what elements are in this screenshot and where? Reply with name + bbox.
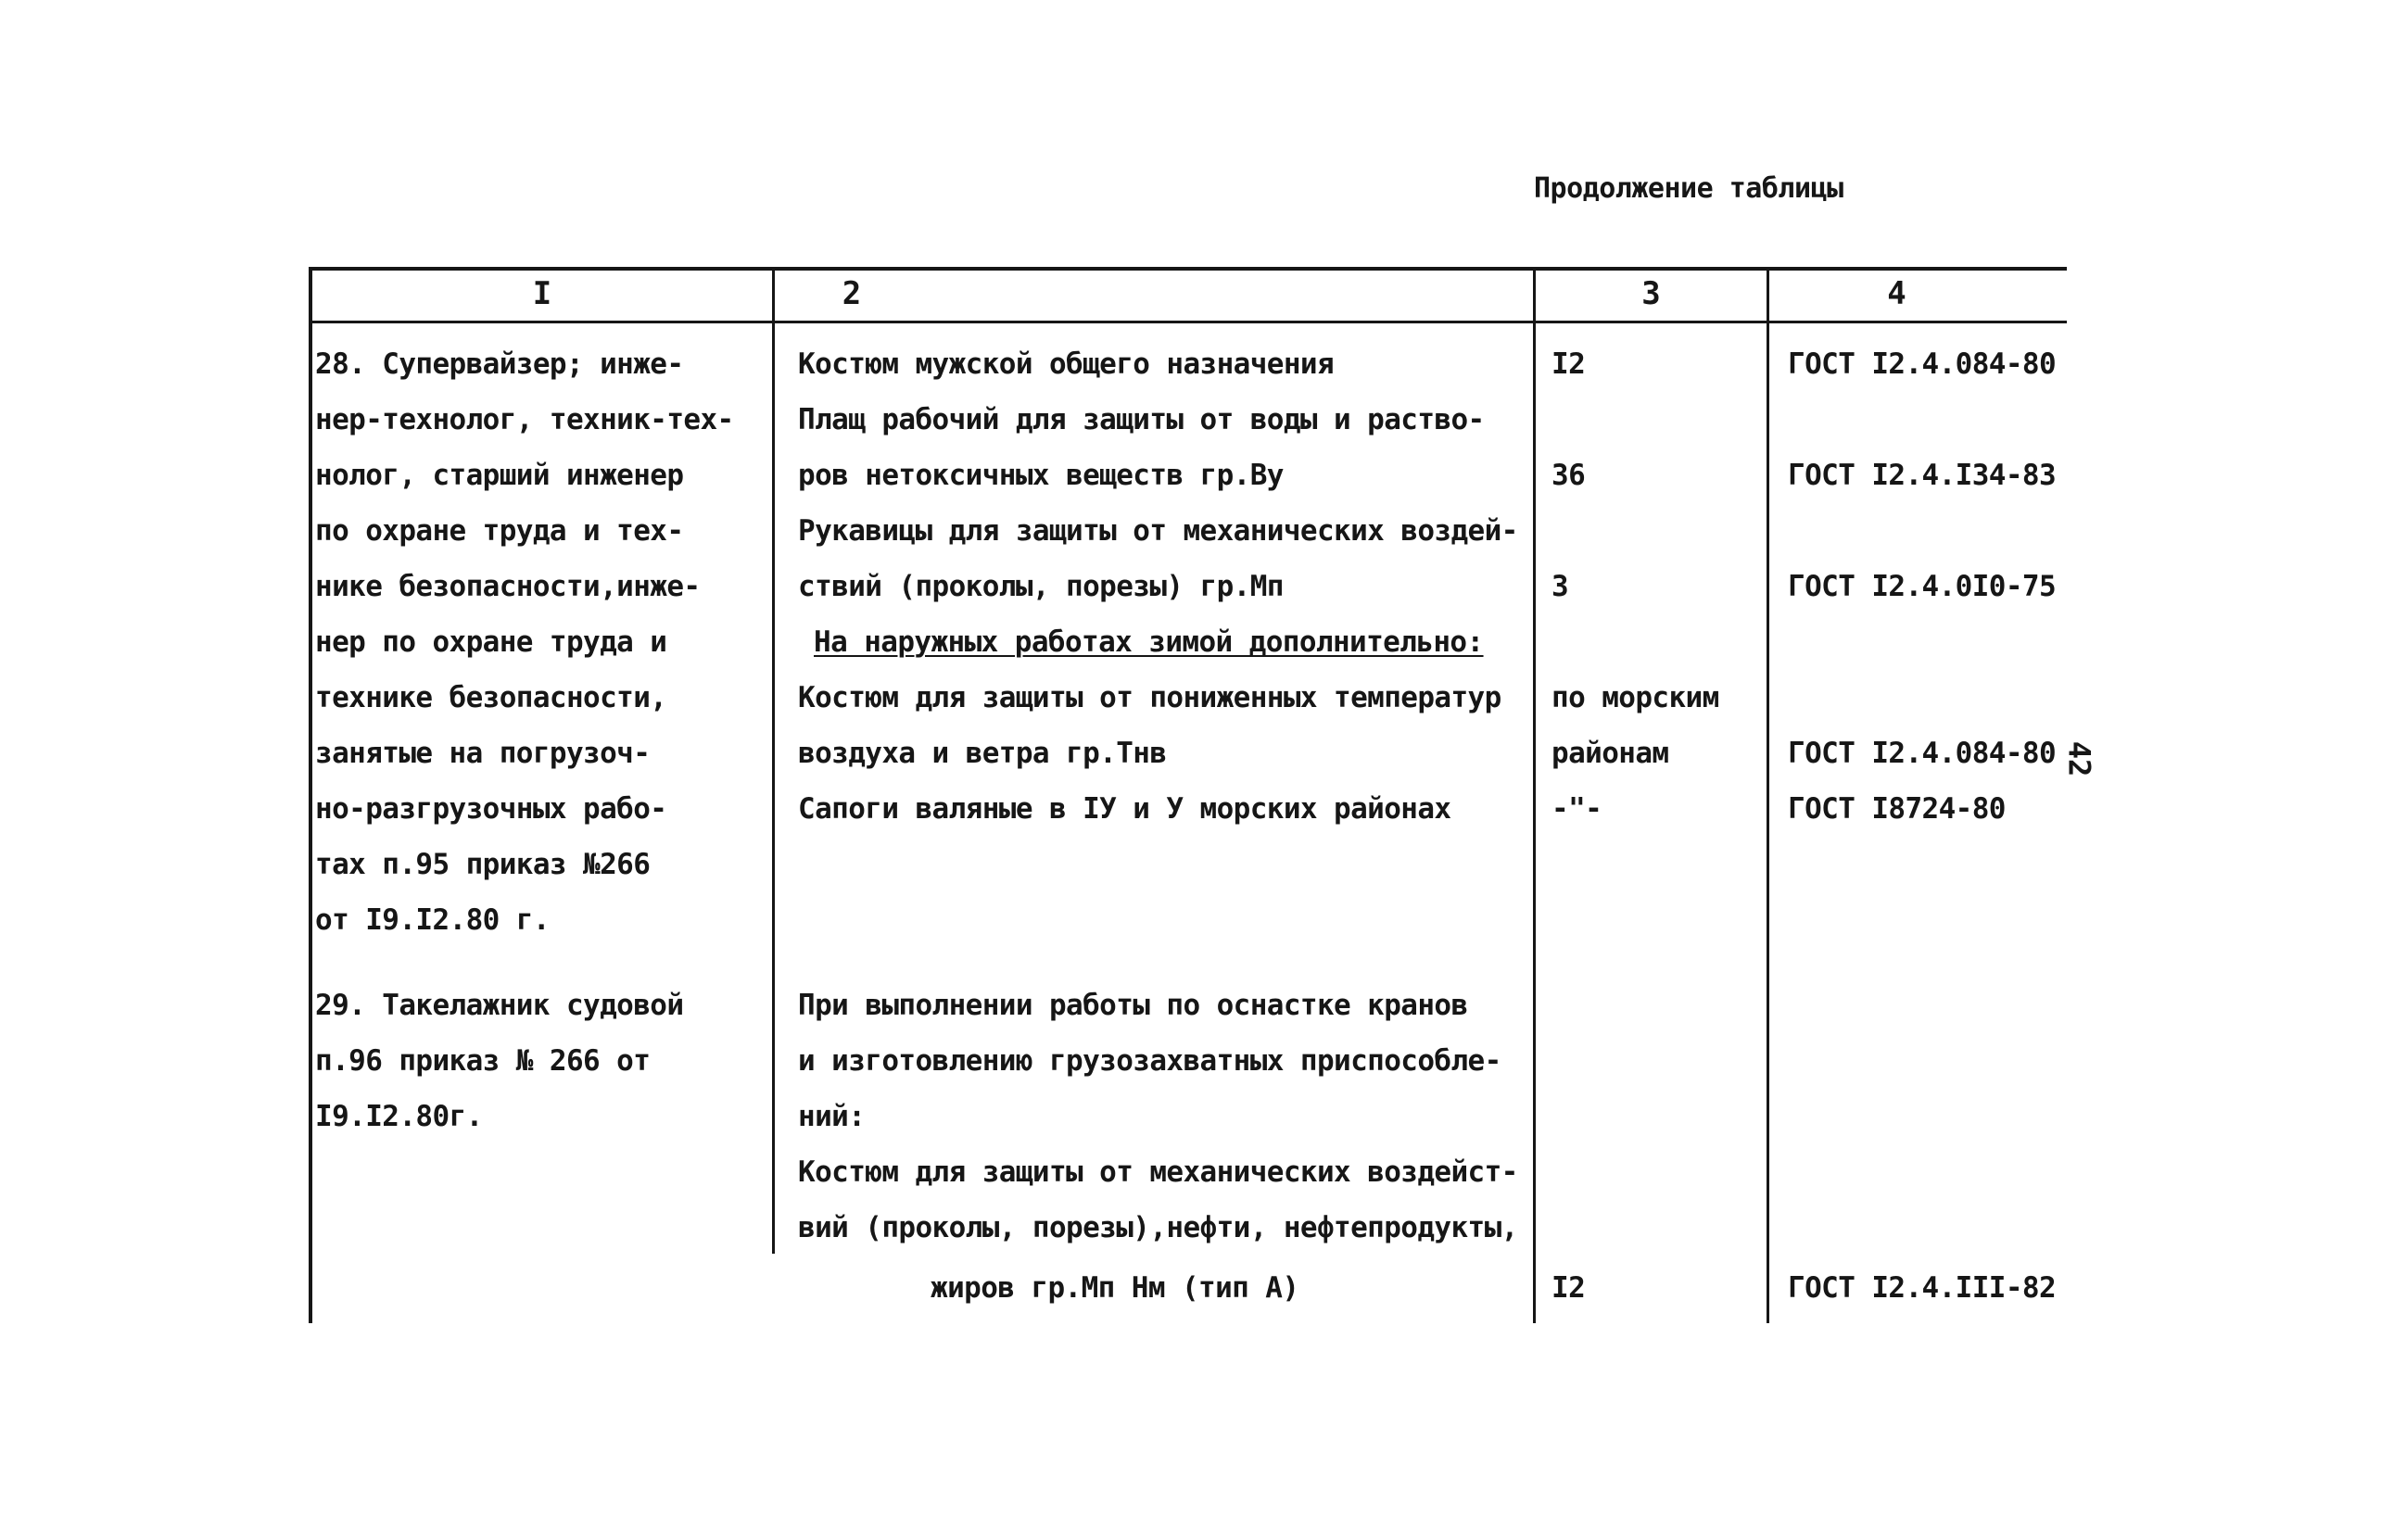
- text-line: Костюм для защиты от механических воздейст-: [798, 1155, 1518, 1189]
- text-line: по морским: [1551, 681, 1719, 714]
- text-line: нике безопасности,инже-: [315, 570, 701, 603]
- text-line: I2: [1551, 347, 1586, 381]
- text-line: 36: [1551, 459, 1586, 492]
- text-line: по охране труда и тех-: [315, 514, 684, 548]
- text-line: вий (проколы, порезы),нефти, нефтепродукты,: [798, 1211, 1518, 1244]
- text-line: ГОСТ I2.4.III-82: [1788, 1271, 2057, 1305]
- text-line: жиров гр.Мп Нм (тип А): [931, 1271, 1299, 1305]
- side-page-number: 42: [2061, 740, 2097, 777]
- text-line: -"-: [1551, 792, 1602, 826]
- text-line: от I9.I2.80 г.: [315, 903, 550, 937]
- column-header-1: I: [532, 275, 552, 312]
- text-line: и изготовлению грузозахватных приспособле-: [798, 1044, 1501, 1078]
- column-divider-1-2: [772, 267, 775, 1254]
- text-line: воздуха и ветра гр.Тнв: [798, 737, 1167, 770]
- table-top-rule: [309, 267, 2067, 271]
- text-line: нер по охране труда и: [315, 625, 667, 659]
- text-line: Костюм мужской общего назначения: [798, 347, 1335, 381]
- text-line: 28. Супервайзер; инже-: [315, 347, 684, 381]
- column-divider-3-4: [1767, 267, 1769, 1323]
- text-line: занятые на погрузоч-: [315, 737, 651, 770]
- column-divider-2-3: [1533, 267, 1536, 1323]
- text-line: При выполнении работы по оснастке кранов: [798, 989, 1468, 1022]
- column-header-4: 4: [1887, 275, 1906, 312]
- winter-additional-heading: На наружных работах зимой дополнительно:: [814, 625, 1484, 659]
- table-header-rule: [309, 321, 2067, 323]
- text-line: Плащ рабочий для защиты от воды и раство-: [798, 403, 1485, 436]
- text-line: нер-технолог, техник-тех-: [315, 403, 734, 436]
- text-line: ГОСТ I2.4.0I0-75: [1788, 570, 2057, 603]
- column-divider-left: [309, 267, 312, 1323]
- column-header-2: 2: [842, 275, 862, 312]
- text-line: нолог, старший инженер: [315, 459, 684, 492]
- text-line: ров нетоксичных веществ гр.Ву: [798, 459, 1284, 492]
- text-line: п.96 приказ № 266 от: [315, 1044, 651, 1078]
- text-line: Сапоги валяные в IУ и У морских районах: [798, 792, 1451, 826]
- table-continuation-caption: Продолжение таблицы: [1534, 172, 1843, 205]
- text-line: ГОСТ I8724-80: [1788, 792, 2006, 826]
- text-line: районам: [1551, 737, 1669, 770]
- text-line: ГОСТ I2.4.084-80: [1788, 737, 2057, 770]
- text-line: Костюм для защиты от пониженных температур: [798, 681, 1501, 714]
- text-line: I2: [1551, 1271, 1586, 1305]
- text-line: ГОСТ I2.4.084-80: [1788, 347, 2057, 381]
- text-line: Рукавицы для защиты от механических воздей-: [798, 514, 1518, 548]
- text-line: 3: [1551, 570, 1569, 603]
- text-line: ний:: [798, 1100, 866, 1133]
- text-line: технике безопасности,: [315, 681, 667, 714]
- text-line: тах п.95 приказ №266: [315, 848, 651, 881]
- text-line: ствий (проколы, порезы) гр.Мп: [798, 570, 1284, 603]
- text-line: ГОСТ I2.4.I34-83: [1788, 459, 2057, 492]
- text-line: но-разгрузочных рабо-: [315, 792, 667, 826]
- column-header-3: 3: [1641, 275, 1661, 312]
- text-line: I9.I2.80г.: [315, 1100, 483, 1133]
- text-line: 29. Такелажник судовой: [315, 989, 684, 1022]
